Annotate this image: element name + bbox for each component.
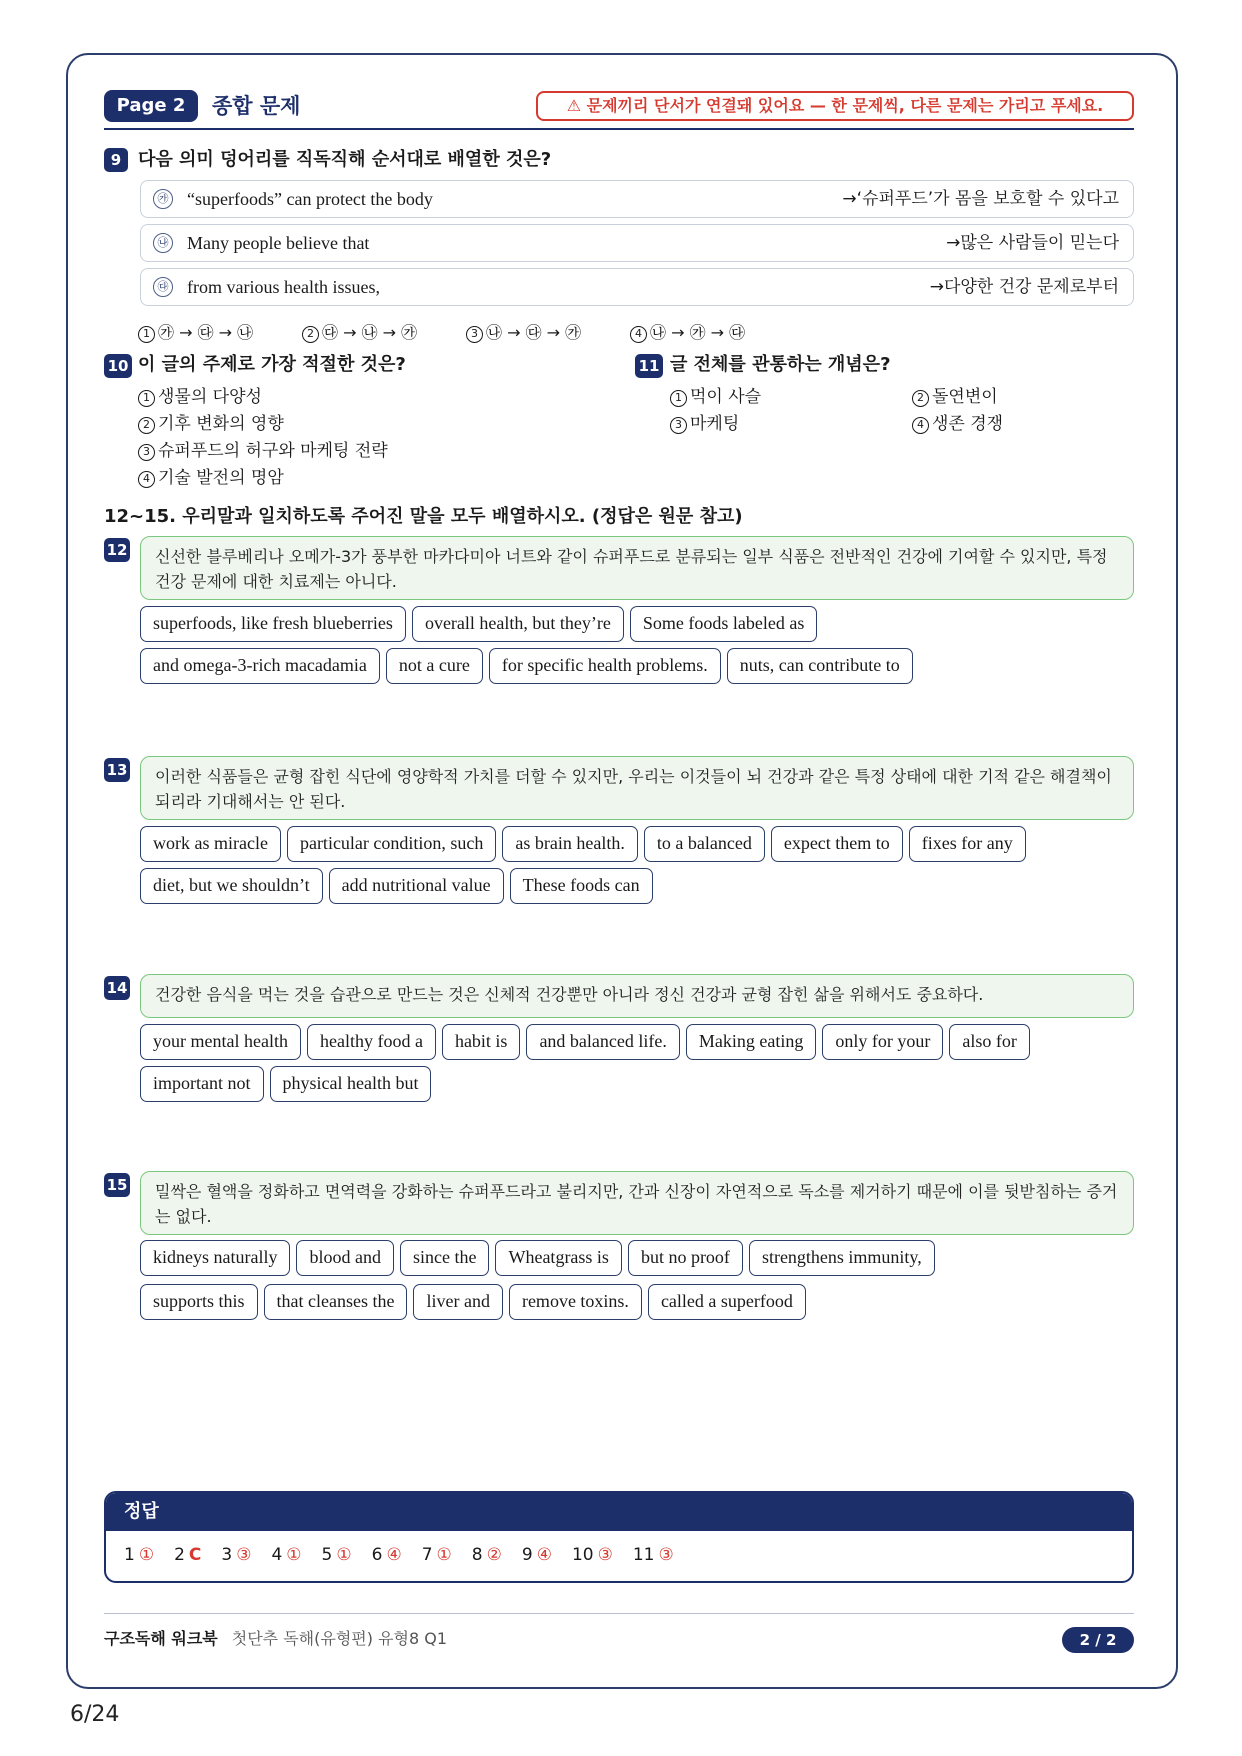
q9-choice-4[interactable]: 4 ㉯ → ㉮ → ㉰ — [630, 320, 745, 343]
q12-korean-prompt: 신선한 블루베리나 오메가-3가 풍부한 마카다미아 너트와 같이 슈퍼푸드로 분류되는 일부 식품은 전반적인 건강에 기여할 수 있지만, 특정 건강 문제에 대한 치료제는 아니다. — [140, 536, 1134, 600]
question-11-text: 글 전체를 관통하는 개념은? — [670, 354, 891, 375]
word-chip[interactable]: remove toxins. — [509, 1284, 642, 1320]
footer-subtitle: 첫단추 독해(유형편) 유형8 Q1 — [231, 1629, 448, 1648]
answer-value: ① — [436, 1545, 452, 1565]
q13-chip-row-2 — [140, 868, 1140, 904]
word-chip[interactable]: blood and — [296, 1240, 394, 1276]
chunk-korean-c: →다양한 건강 문제로부터 — [929, 277, 1119, 297]
word-chip[interactable]: Wheatgrass is — [495, 1240, 621, 1276]
word-chip[interactable]: called a superfood — [648, 1284, 806, 1320]
answer-value: ① — [336, 1545, 352, 1565]
page-indicator: 2 / 2 — [1062, 1627, 1134, 1653]
word-chip[interactable]: particular condition, such — [287, 826, 496, 862]
word-chip[interactable]: important not — [140, 1066, 264, 1102]
chunk-mark-c: ㉰ — [153, 277, 173, 297]
chunk-row-a — [140, 180, 1134, 218]
q15-chip-row-1 — [140, 1240, 1140, 1276]
chunk-row-b — [140, 224, 1134, 262]
question-number-13: 13 — [104, 758, 130, 782]
chunk-mark-a: ㉮ — [153, 189, 173, 209]
answer-question-number: 4 — [271, 1545, 283, 1565]
word-chip[interactable]: work as miracle — [140, 826, 281, 862]
word-chip[interactable]: for specific health problems. — [489, 648, 721, 684]
warning-banner: ⚠ 문제끼리 단서가 연결돼 있어요 — 한 문제씩, 다른 문제는 가리고 푸세요. — [536, 91, 1134, 121]
answer-value: C — [188, 1545, 202, 1565]
answer-question-number: 6 — [371, 1545, 383, 1565]
word-chip[interactable]: overall health, but they’re — [412, 606, 624, 642]
word-chip[interactable]: These foods can — [510, 868, 653, 904]
word-chip[interactable]: superfoods, like fresh blueberries — [140, 606, 406, 642]
chunk-row-c — [140, 268, 1134, 306]
q9-choice-1[interactable]: 1 ㉮ → ㉰ → ㉯ — [138, 320, 253, 343]
word-chip[interactable]: habit is — [442, 1024, 521, 1060]
answer-key-list — [124, 1545, 674, 1565]
answer-question-number: 5 — [321, 1545, 333, 1565]
footer-brand: 구조독해 워크북 — [104, 1629, 218, 1648]
answer-value: ③ — [658, 1545, 674, 1565]
answer-item — [372, 1545, 402, 1565]
question-number-9: 9 — [104, 148, 128, 172]
answer-key-box — [104, 1491, 1134, 1583]
word-chip[interactable]: your mental health — [140, 1024, 301, 1060]
chunk-english-b: Many people believe that — [187, 233, 370, 253]
answer-question-number: 7 — [421, 1545, 433, 1565]
answer-key-title: 정답 — [106, 1493, 1132, 1531]
word-chip[interactable]: add nutritional value — [329, 868, 504, 904]
header-divider — [104, 128, 1134, 130]
q14-chip-row-2 — [140, 1066, 1140, 1102]
word-chip[interactable]: physical health but — [270, 1066, 432, 1102]
q15-korean-prompt: 밀싹은 혈액을 정화하고 면역력을 강화하는 슈퍼푸드라고 불리지만, 간과 신장이 자연적으로 독소를 제거하기 때문에 이를 뒷받침하는 증거는 없다. — [140, 1171, 1134, 1235]
word-chip[interactable]: that cleanses the — [264, 1284, 408, 1320]
answer-item — [522, 1545, 552, 1565]
answer-question-number: 10 — [571, 1545, 594, 1565]
answer-item — [271, 1545, 301, 1565]
word-chip[interactable]: diet, but we shouldn’t — [140, 868, 323, 904]
answer-item — [633, 1545, 674, 1565]
question-10-text: 이 글의 주제로 가장 적절한 것은? — [138, 354, 406, 375]
footer-divider — [104, 1613, 1134, 1614]
question-number-14: 14 — [104, 976, 130, 1000]
answer-value: ① — [286, 1545, 302, 1565]
question-number-11: 11 — [635, 354, 663, 378]
word-chip[interactable]: not a cure — [386, 648, 483, 684]
word-chip[interactable]: since the — [400, 1240, 489, 1276]
answer-item — [422, 1545, 452, 1565]
chunk-english-c: from various health issues, — [187, 277, 380, 297]
answer-question-number: 1 — [124, 1545, 135, 1565]
sheet-number: 6/24 — [70, 1702, 120, 1727]
section-title: 종합 문제 — [212, 94, 301, 118]
q9-choice-3[interactable]: 3 ㉯ → ㉰ → ㉮ — [466, 320, 581, 343]
answer-item — [124, 1545, 154, 1565]
q10-option-3[interactable]: 3 슈퍼푸드의 허구와 마케팅 전략 — [138, 438, 388, 464]
word-chip[interactable]: and omega-3-rich macadamia — [140, 648, 380, 684]
answer-value: ① — [138, 1545, 155, 1565]
answer-question-number: 2 — [174, 1545, 185, 1565]
q11-option-3[interactable]: 3 마케팅 — [670, 411, 739, 437]
q10-option-2[interactable]: 2 기후 변화의 영향 — [138, 411, 284, 437]
answer-item — [472, 1545, 502, 1565]
answer-item — [322, 1545, 352, 1565]
q10-option-1[interactable]: 1 생물의 다양성 — [138, 384, 262, 410]
word-chip[interactable]: strengthens immunity, — [749, 1240, 935, 1276]
answer-question-number: 9 — [521, 1545, 533, 1565]
question-number-15: 15 — [104, 1173, 130, 1197]
answer-value: ④ — [386, 1545, 402, 1565]
word-chip[interactable]: Some foods labeled as — [630, 606, 817, 642]
word-chip[interactable]: only for your — [822, 1024, 943, 1060]
q11-option-2[interactable]: 2 돌연변이 — [912, 384, 998, 410]
q12-chip-row-1 — [140, 606, 1140, 642]
answer-question-number: 11 — [632, 1545, 655, 1565]
answer-value: ③ — [597, 1545, 613, 1565]
answer-item — [572, 1545, 613, 1565]
answer-value: ③ — [236, 1545, 252, 1565]
answer-item — [221, 1545, 251, 1565]
q11-option-1[interactable]: 1 먹이 사슬 — [670, 384, 761, 410]
q14-chip-row-1 — [140, 1024, 1140, 1060]
chunk-korean-b: →많은 사람들이 믿는다 — [946, 233, 1119, 253]
q10-option-4[interactable]: 4 기술 발전의 명암 — [138, 465, 284, 491]
word-chip[interactable]: fixes for any — [909, 826, 1026, 862]
q11-option-4[interactable]: 4 생존 경쟁 — [912, 411, 1003, 437]
chunk-mark-b: ㉯ — [153, 233, 173, 253]
answer-value: ② — [486, 1545, 502, 1565]
instruction-12-15: 12~15. 우리말과 일치하도록 주어진 말을 모두 배열하시오. (정답은 원문 참고) — [104, 506, 743, 527]
answer-question-number: 8 — [471, 1545, 483, 1565]
chunk-korean-a: →‘슈퍼푸드’가 몸을 보호할 수 있다고 — [842, 189, 1119, 209]
question-9-text: 다음 의미 덩어리를 직독직해 순서대로 배열한 것은? — [138, 149, 552, 170]
question-number-10: 10 — [104, 354, 132, 378]
word-chip[interactable]: expect them to — [771, 826, 903, 862]
word-chip[interactable]: and balanced life. — [526, 1024, 679, 1060]
word-chip[interactable]: healthy food a — [307, 1024, 436, 1060]
q13-chip-row-1 — [140, 826, 1140, 862]
word-chip[interactable]: Making eating — [686, 1024, 816, 1060]
q9-choice-2[interactable]: 2 ㉰ → ㉯ → ㉮ — [302, 320, 417, 343]
word-chip[interactable]: supports this — [140, 1284, 258, 1320]
q14-korean-prompt: 건강한 음식을 먹는 것을 습관으로 만드는 것은 신체적 건강뿐만 아니라 정신 건강과 균형 잡힌 삶을 위해서도 중요하다. — [140, 974, 1134, 1018]
word-chip[interactable]: liver and — [413, 1284, 502, 1320]
q13-korean-prompt: 이러한 식품들은 균형 잡힌 식단에 영양학적 가치를 더할 수 있지만, 우리는 이것들이 뇌 건강과 같은 특정 상태에 대한 기적 같은 해결책이 되리라 기대해서는 안 된다. — [140, 756, 1134, 820]
word-chip[interactable]: also for — [949, 1024, 1029, 1060]
word-chip[interactable]: but no proof — [628, 1240, 743, 1276]
q12-chip-row-2 — [140, 648, 1140, 684]
page-tag: Page 2 — [104, 90, 198, 122]
answer-value: ④ — [536, 1545, 552, 1565]
chunk-english-a: “superfoods” can protect the body — [187, 189, 433, 209]
word-chip[interactable]: to a balanced — [644, 826, 765, 862]
word-chip[interactable]: as brain health. — [502, 826, 637, 862]
answer-item — [174, 1545, 201, 1565]
word-chip[interactable]: kidneys naturally — [140, 1240, 290, 1276]
footer-info — [104, 1625, 447, 1653]
answer-question-number: 3 — [221, 1545, 233, 1565]
q15-chip-row-2 — [140, 1284, 1140, 1320]
question-number-12: 12 — [104, 538, 130, 562]
word-chip[interactable]: nuts, can contribute to — [727, 648, 913, 684]
